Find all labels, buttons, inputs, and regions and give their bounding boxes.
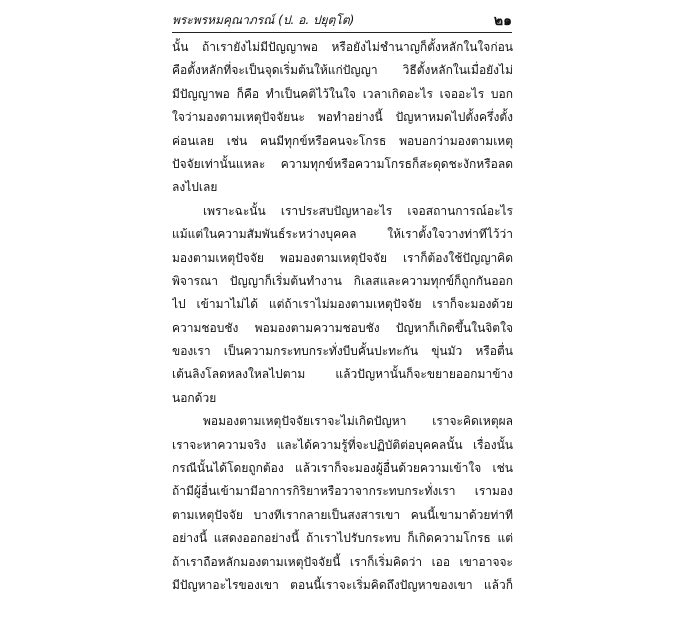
- text-line: ไป เข้ามาไม่ได้ แต่ถ้าเราไม่มองตามเหตุปัจจัย เราก็จะมองด้วย: [172, 297, 513, 312]
- text-line: ค่อนเลย เช่น คนมีทุกข์หรือคนจะโกรธ พอบอกว่ามองตามเหตุ: [172, 133, 513, 148]
- text-line: นั้น ถ้าเรายังไม่มีปัญญาพอ หรือยังไม่ชำนาญก็ตั้งหลักในใจก่อน: [172, 40, 513, 54]
- text-line: นอกด้วย: [172, 390, 217, 405]
- text-line: ถ้าเราถือหลักมองตามเหตุปัจจัยนี้ เราก็เริ่มคิดว่า เออ เขาอาจจะ: [172, 554, 513, 569]
- paragraph-1: [172, 36, 513, 200]
- text-line: พอมองตามเหตุปัจจัยเราจะไม่เกิดปัญหา เราจะคิดเหตุผล: [203, 414, 513, 429]
- text-line: ความชอบชัง พอมองตามความชอบชัง ปัญหาก็เกิดขึ้นในจิตใจ: [172, 320, 513, 335]
- text-line: เพราะฉะนั้น เราประสบปัญหาอะไร เจอสถานการณ์อะไร: [203, 203, 513, 218]
- text-line: ถ้ามีผู้อื่นเข้ามามีอาการกิริยาหรือวาจากระทบกระทั่งเรา เรามอง: [172, 484, 513, 499]
- header-rule: [172, 32, 512, 33]
- running-header: [172, 11, 512, 33]
- text-line: เต้นลิงโลดหลงใหลไปตาม แล้วปัญหานั้นก็จะขยายออกมาข้าง: [172, 367, 513, 382]
- body-text: [172, 36, 513, 597]
- text-line: คือตั้งหลักที่จะเป็นจุดเริ่มต้นให้แก่ปัญญา วิธีตั้งหลักในเมื่อยังไม่: [172, 63, 513, 78]
- text-line: มีปัญญาพอ ก็คือ ทำเป็นคติไว้ในใจ เวลาเกิดอะไร เจออะไร บอก: [172, 86, 513, 101]
- text-line: ตามเหตุปัจจัย บางทีเรากลายเป็นสงสารเขา คนนี้เขามาด้วยท่าที: [172, 507, 513, 522]
- text-line: กรณีนั้นได้โดยถูกต้อง แล้วเราก็จะมองผู้อื่นด้วยความเข้าใจ เช่น: [172, 461, 513, 476]
- text-line: มองตามเหตุปัจจัย พอมองตามเหตุปัจจัย เราก็ต้องใช้ปัญญาคิด: [172, 250, 513, 265]
- text-line: พิจารณา ปัญญาก็เริ่มต้นทำงาน กิเลสและความทุกข์ก็ถูกกันออก: [172, 273, 513, 288]
- text-line: อย่างนี้ แสดงออกอย่างนี้ ถ้าเราไปรับกระทบ ก็เกิดความโกรธ แต่: [172, 531, 513, 546]
- header-title: พระพรหมคุณาภรณ์ (ป. อ. ปยุตฺโต): [172, 13, 355, 27]
- text-line: ของเรา เป็นความกระทบกระทั่งบีบคั้นปะทะกัน ขุ่นมัว หรือตื่น: [172, 344, 513, 359]
- paragraph-2: [172, 200, 513, 411]
- paragraph-3: [172, 410, 513, 597]
- text-line: แม้แต่ในความสัมพันธ์ระหว่างบุคคล ให้เราตั้งใจวางท่าทีไว้ว่า: [172, 227, 513, 242]
- page-number: ๒๑: [493, 13, 512, 29]
- text-line: ใจว่ามองตามเหตุปัจจัยนะ พอทำอย่างนี้ ปัญหาหมดไปตั้งครึ่งตั้ง: [172, 110, 513, 125]
- text-line: ปัจจัยเท่านั้นแหละ ความทุกข์หรือความโกรธก็สะดุดชะงักหรือลด: [172, 156, 513, 171]
- text-line: เราจะหาความจริง และได้ความรู้ที่จะปฏิบัติต่อบุคคลนั้น เรื่องนั้น: [172, 437, 513, 452]
- text-line: มีปัญหาอะไรของเขา ตอนนี้เราจะเริ่มคิดถึงปัญหาของเขา แล้วก็: [172, 577, 513, 592]
- text-line: ลงไปเลย: [172, 180, 218, 195]
